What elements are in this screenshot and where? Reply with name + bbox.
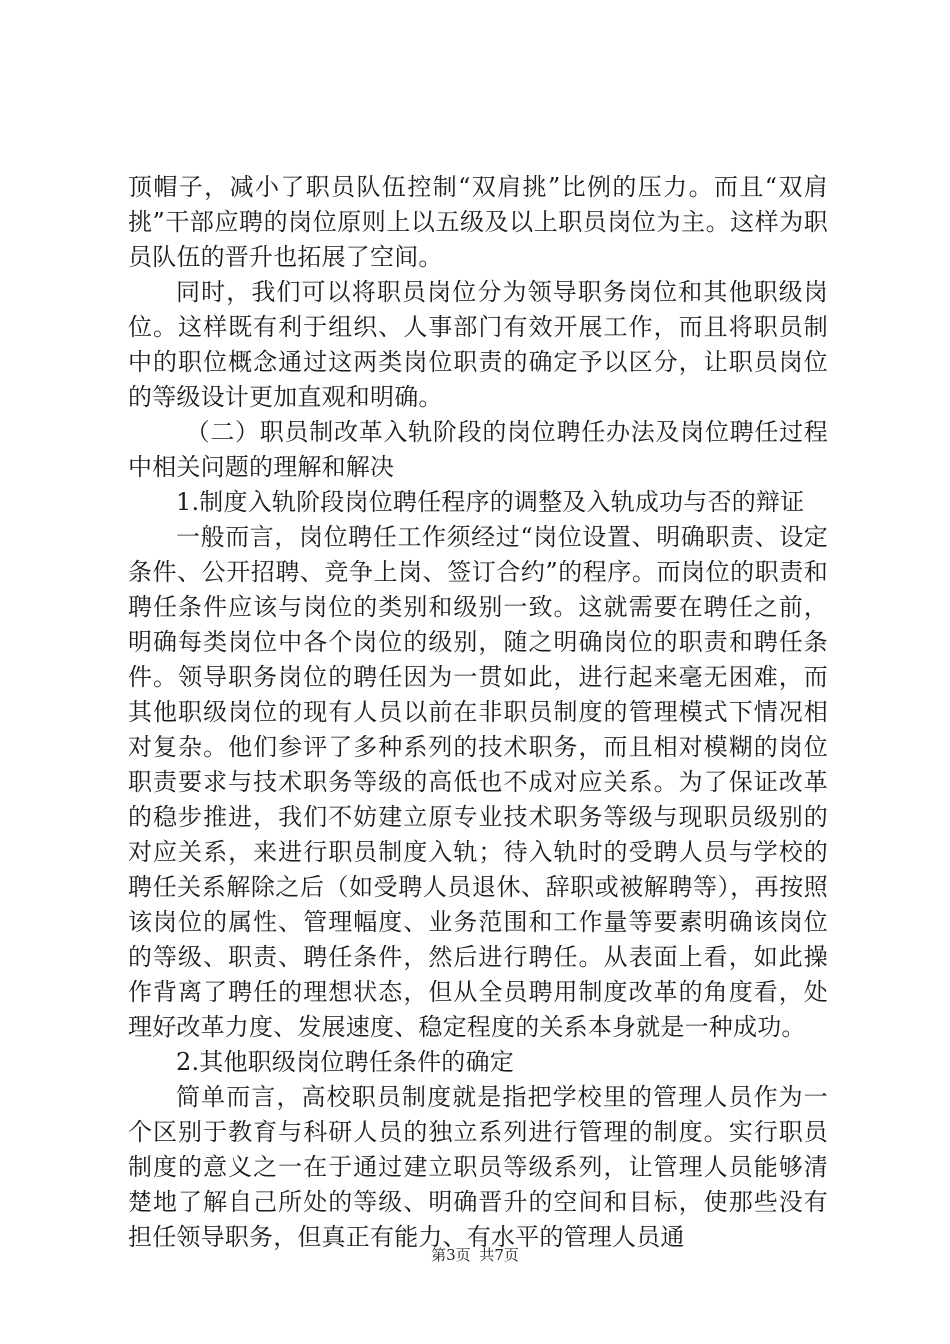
paragraph-staff-system-definition: 简单而言，高校职员制度就是指把学校里的管理人员作为一个区别于教育与科研人员的独立系列进行管理的制度。实行职员制度的意义之一在于通过建立职员等级系列，让管理人员能够清楚地了解自己所处的等级、明确晋升的空间和目标，使那些没有担任领导职务，但真正有能力、有水平的管理人员通 [128, 1083, 828, 1251]
page-number: 第3页 [431, 1246, 471, 1264]
paragraph-post-categories: 同时，我们可以将职员岗位分为领导职务岗位和其他职级岗位。这样既有利于组织、人事部门有效开展工作，而且将职员制中的职位概念通过这两类岗位职责的确定予以区分，让职员岗位的等级设计更加直观和明确。 [128, 278, 828, 411]
document-body [128, 170, 828, 1255]
page-footer [0, 1244, 950, 1265]
subsection-heading-2: 2.其他职级岗位聘任条件的确定 [176, 1048, 514, 1076]
subsection-heading-1: 1.制度入轨阶段岗位聘任程序的调整及入轨成功与否的辩证 [176, 488, 805, 516]
section-heading: （二）职员制改革入轨阶段的岗位聘任办法及岗位聘任过程中相关问题的理解和解决 [128, 418, 828, 481]
paragraph-appointment-procedure: 一般而言，岗位聘任工作须经过“岗位设置、明确职责、设定条件、公开招聘、竞争上岗、签订合约”的程序。而岗位的职责和聘任条件应该与岗位的类别和级别一致。这就需要在聘任之前，明确每类岗位中各个岗位的级别，随之明确岗位的职责和聘任条件。领导职务岗位的聘任因为一贯如此，进行起来毫无困难，而其他职级岗位的现有人员以前在非职员制度的管理模式下情况相对复杂。他们参评了多种系列的技术职务，而且相对模糊的岗位职责要求与技术职务等级的高低也不成对应关系。为了保证改革的稳步推进，我们不妨建立原专业技术职务等级与现职员级别的对应关系，来进行职员制度入轨；待入轨时的受聘人员与学校的聘任关系解除之后（如受聘人员退休、辞职或被解聘等），再按照该岗位的属性、管理幅度、业务范围和工作量等要素明确该岗位的等级、职责、聘任条件，然后进行聘任。从表面上看，如此操作背离了聘任的理想状态，但从全员聘用制度改革的角度看，处理好改革力度、发展速度、稳定程度的关系本身就是一种成功。 [128, 523, 828, 1041]
paragraph-continuation: 顶帽子，减小了职员队伍控制“双肩挑”比例的压力。而且“双肩挑”干部应聘的岗位原则上以五级及以上职员岗位为主。这样为职员队伍的晋升也拓展了空间。 [128, 173, 828, 271]
page-total: 共7页 [479, 1246, 519, 1264]
